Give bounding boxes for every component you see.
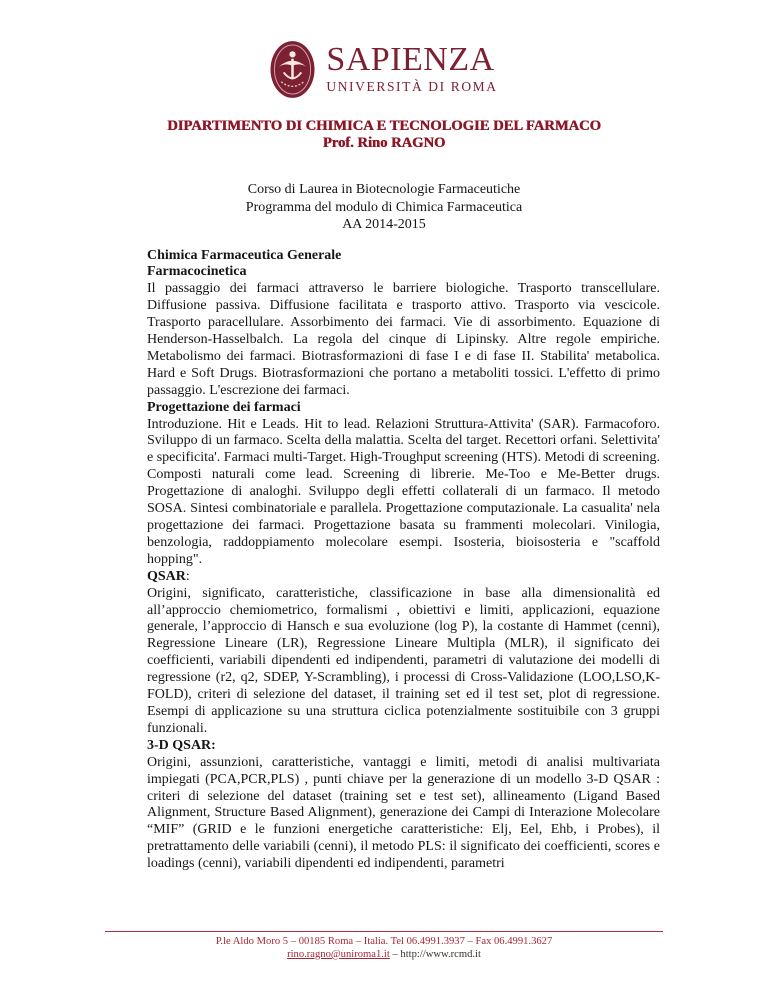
section-paragraph-farmacocinetica: Il passaggio dei farmaci attraverso le barriere biologiche. Trasporto transcellulare. Diffusione passiva. Diffusione facilitata e trasporto attivo. Trasporto via vescicole. Trasporto paracellulare. Assorbimento dei farmaci. Vie di assorbimento. Equazione di Henderson-Hasselbalch. La regola del cinque di Lipinsky. Altre regole empiriche. Metabolismo dei farmaci. Biotrasformazioni di fase I e di fase II. Stabilita' metabolica. Hard e Soft Drugs. Biotrasformazioni che portano a metaboliti tossici. L'effetto di primo passaggio. L'escrezione dei farmaci. xyxy=(147,281,660,398)
logo-wordmark: SAPIENZA xyxy=(326,40,495,78)
course-module-line: Programma del modulo di Chimica Farmaceutica xyxy=(245,199,523,215)
section-heading-qsar: QSAR: xyxy=(147,568,190,584)
department-header xyxy=(0,118,768,152)
footer-divider xyxy=(105,931,663,932)
footer-separator: – xyxy=(389,949,401,960)
footer-address: P.le Aldo Moro 5 – 00185 Roma – Italia. Tel 06.4991.3937 – Fax 06.4991.3627 xyxy=(215,936,553,947)
page-footer xyxy=(0,931,768,961)
sapienza-crest-icon xyxy=(270,40,315,99)
section-heading-3d-qsar: 3-D QSAR: xyxy=(147,737,216,753)
footer-links-line xyxy=(0,948,768,961)
section-heading-farmacocinetica: Farmacocinetica xyxy=(147,264,247,280)
program-body xyxy=(147,248,660,874)
course-year-line: AA 2014-2015 xyxy=(342,217,426,232)
department-title: DIPARTIMENTO DI CHIMICA E TECNOLOGIE DEL FARMACO xyxy=(167,118,601,134)
section-heading-chimica-generale: Chimica Farmaceutica Generale xyxy=(147,247,342,263)
course-info xyxy=(0,181,768,234)
course-degree-line: Corso di Laurea in Biotecnologie Farmaceutiche xyxy=(247,182,521,197)
section-paragraph-progettazione: Introduzione. Hit e Leads. Hit to lead. Relazioni Struttura-Attivita' (SAR). Farmacoforo. Sviluppo di un farmaco. Scelta della malattia. Scelta del target. Recettori orfani. Selettivita' e specificita'. Farmaci multi-Target. High-Troughput screening (HTS). Metodi di screening. Composti naturali come lead. Screening di librerie. Me-Too e Me-Better drugs. Progettazione di analoghi. Sviluppo degli effetti collaterali di un farmaco. Il metodo SOSA. Sintesi combinatoriale e parallela. Progettazione computazionale. La casualita' nela progettazione dei farmaci. Progettazione basata su frammenti molecolari. Vinilogia, benzologia, raddoppiamento molecolare esempi. Isosteria, bioisosteria e "scaffold hopping". xyxy=(147,416,660,567)
sapienza-logo xyxy=(0,0,768,99)
section-paragraph-3d-qsar: Origini, assunzioni, caratteristiche, vantaggi e limiti, metodi di analisi multivariata impiegati (PCA,PCR,PLS) , punti chiave per la generazione di un modello 3-D QSAR : criteri di selezione del dataset (training set e test set), allineamento (Ligand Based Alignment, Structure Based Alignment), generazione dei Campi di Interazione Molecolare “MIF” (GRID e le funzioni energetiche caratteristiche: Elj, Eel, Ehb, i Probes), il pretrattamento delle variabili (cenni), il metodo PLS: il significato dei coefficienti, scores e loadings (cenni), variabili dipendenti ed indipendenti, parametri xyxy=(147,754,660,872)
footer-email-link[interactable]: rino.ragno@uniroma1.it xyxy=(287,949,390,960)
section-heading-progettazione: Progettazione dei farmaci xyxy=(147,399,301,415)
professor-name: Prof. Rino RAGNO xyxy=(322,135,446,151)
logo-subtitle: UNIVERSITÀ DI ROMA xyxy=(326,79,498,95)
section-paragraph-qsar: Origini, significato, caratteristiche, classificazione in base alla dimensionalità ed all’approccio chemiometrico, formalismi , obiettivi e limiti, applicazioni, equazione generale, l’approccio di Hansch e sua evoluzione (log P), la costante di Hammet (cenni), Regressione Lineare (LR), Regressione Lineare Multipla (MLR), il significato dei coefficienti, variabili dipendenti ed indipendenti, parametri di valutazione dei modelli di regressione (r2, q2, SDEP, Y-Scrambling), i processi di Cross-Validazione (LOO,LSO,K-FOLD), criteri di selezione del dataset, il training set ed il test set, plot di regressione. Esempi di applicazione su una struttura ciclica potenzialmente sostituibile con 3 gruppi funzionali. xyxy=(147,585,660,736)
footer-website: http://www.rcmd.it xyxy=(400,949,481,960)
